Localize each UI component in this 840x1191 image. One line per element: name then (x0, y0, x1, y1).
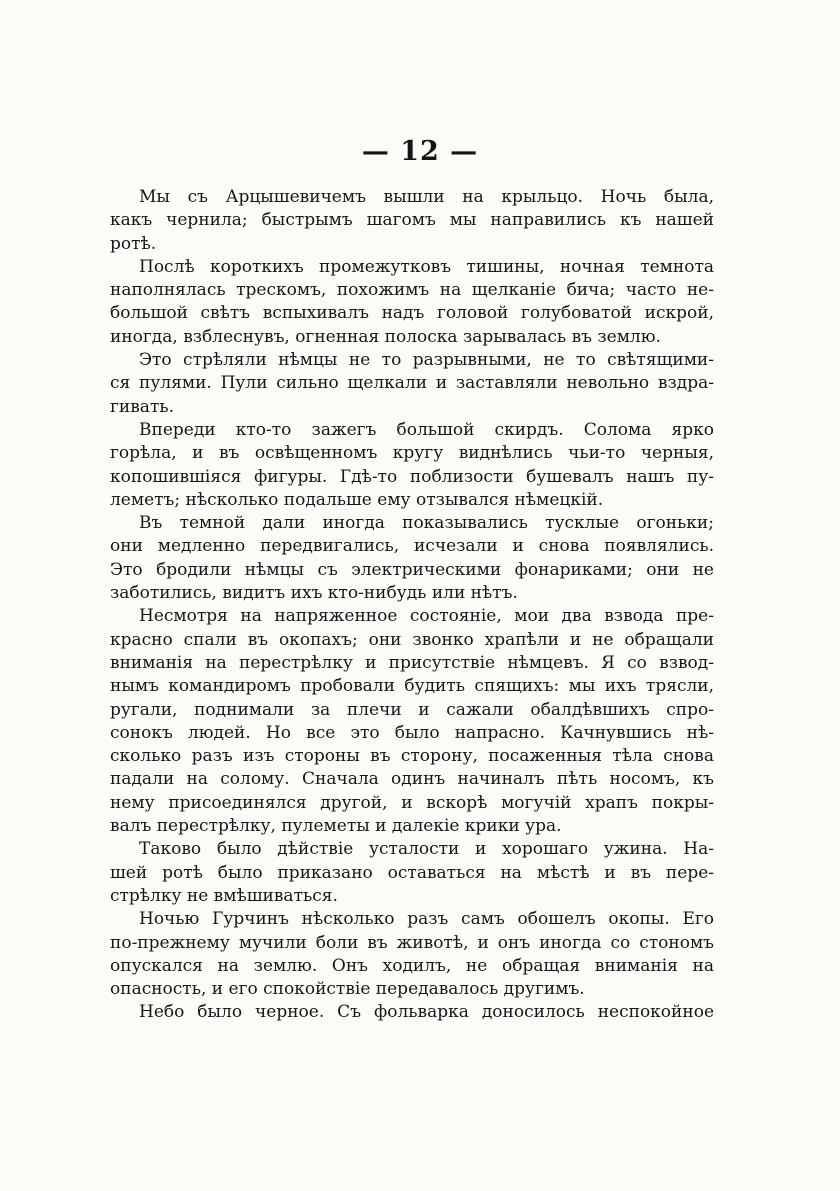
text-line: стрѣлку не вмѣшиваться. (110, 885, 338, 906)
text-line: Мы съ Арцышевичемъ вышли на крыльцо. Ночь была, (139, 187, 714, 207)
text-line: Послѣ короткихъ промежутковъ тишины, ночная темнота (139, 256, 714, 277)
text-line: вниманія на перестрѣлку и присутствіе нѣмцевъ. Я со взвод- (110, 652, 714, 673)
text-line: копошившіяся фигуры. Гдѣ-то поблизости бушевалъ нашъ пу- (110, 466, 714, 487)
text-line: горѣла, и въ освѣщенномъ кругу виднѣлись чьи-то черныя, (110, 443, 714, 464)
text-line: Таково было дѣйствіе усталости и хорошаго ужина. На- (139, 839, 714, 860)
text-line: иногда, взблеснувъ, огненная полоска зарывалась въ землю. (110, 326, 661, 347)
text-line: большой свѣтъ вспыхивалъ надъ головой голубоватой искрой, (110, 303, 714, 324)
text-line: Ночью Гурчинъ нѣсколько разъ самъ обошелъ окопы. Его (139, 909, 714, 930)
text-line: ротѣ. (110, 233, 157, 254)
text-line: какъ чернила; быстрымъ шагомъ мы направились къ нашей (110, 210, 714, 231)
text-line: нымъ командиромъ пробовали будить спящихъ: мы ихъ трясли, (110, 676, 714, 697)
body-text (110, 186, 714, 1025)
page-number: — 12 — (361, 136, 479, 167)
text-line: Небо было черное. Съ фольварка доносилось неспокойное (139, 1002, 714, 1023)
text-line: опасность, и его спокойствіе передавалось другимъ. (110, 979, 585, 1000)
text-line: заботились, видитъ ихъ кто-нибудь или нѣтъ. (110, 583, 518, 604)
text-line: ся пулями. Пули сильно щелкали и заставляли невольно вздра- (110, 373, 714, 394)
text-line: сонокъ людей. Но все это было напрасно. Качнувшись нѣ- (110, 722, 714, 743)
text-line: наполнялась трескомъ, похожимъ на щелканіе бича; часто не- (110, 280, 714, 301)
text-line: падали на солому. Сначала одинъ начиналъ пѣть носомъ, къ (110, 769, 714, 790)
text-line: Несмотря на напряженное состояніе, мои два взвода пре- (139, 606, 714, 627)
text-line: гивать. (110, 396, 175, 417)
text-line: валъ перестрѣлку, пулеметы и далекіе крики ура. (110, 816, 562, 837)
text-line: нему присоединялся другой, и вскорѣ могучій храпъ покры- (110, 792, 714, 813)
text-line: ругали, поднимали за плечи и сажали обалдѣвшихъ спро- (110, 699, 714, 720)
text-line: они медленно передвигались, исчезали и снова появлялись. (110, 536, 714, 557)
text-line: шей ротѣ было приказано оставаться на мѣстѣ и въ пере- (110, 862, 714, 883)
text-line: красно спали въ окопахъ; они звонко храпѣли и не обращали (110, 629, 714, 650)
text-line: леметъ; нѣсколько подальше ему отзывался нѣмецкій. (110, 489, 604, 510)
text-line: Это стрѣляли нѣмцы не то разрывными, не то свѣтящими- (139, 350, 714, 371)
text-line: сколько разъ изъ стороны въ сторону, посаженныя тѣла снова (110, 746, 714, 767)
text-line: Впереди кто-то зажегъ большой скирдъ. Солома ярко (139, 419, 714, 440)
text-line: опускался на землю. Онъ ходилъ, не обращая вниманія на (110, 955, 714, 976)
text-line: Въ темной дали иногда показывались тусклые огоньки; (139, 513, 714, 534)
text-line: по-прежнему мучили боли въ животѣ, и онъ иногда со стономъ (110, 932, 714, 953)
text-line: Это бродили нѣмцы съ электрическими фонариками; они не (110, 559, 714, 580)
